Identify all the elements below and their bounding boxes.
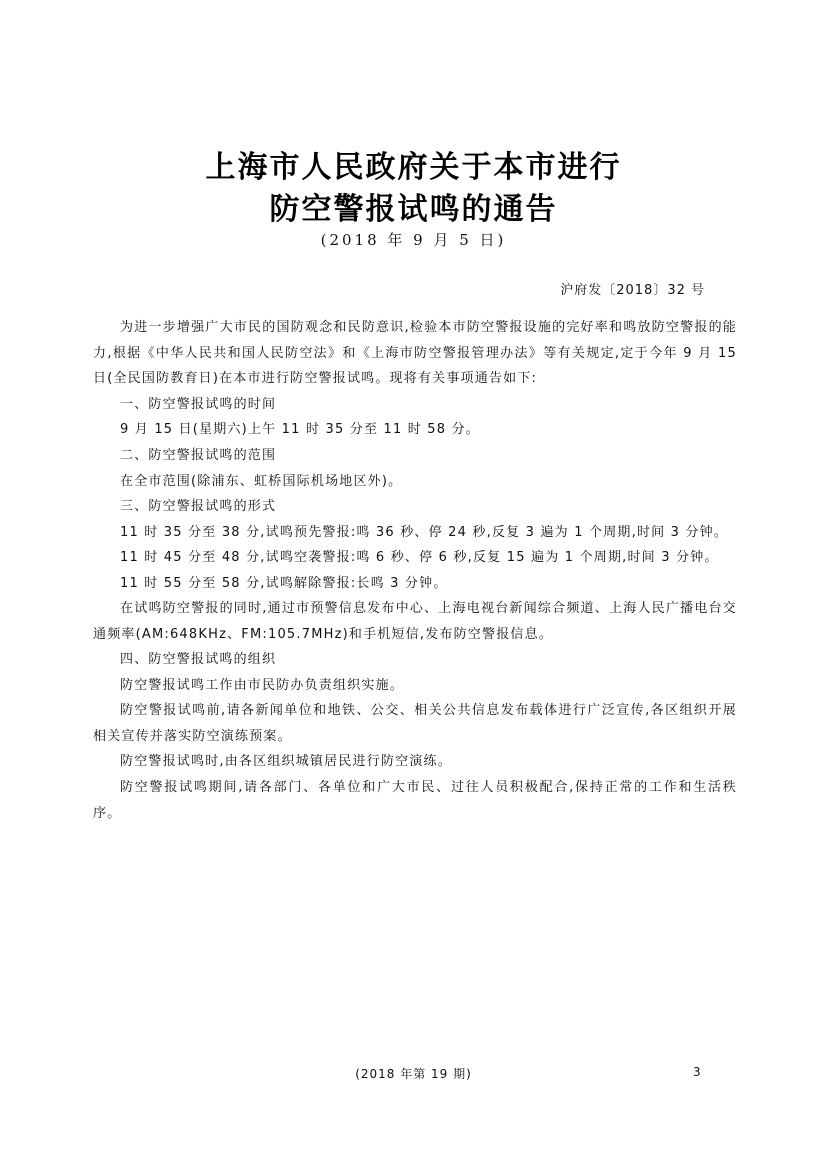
section-3-paragraph-4: 在试鸣防空警报的同时,通过市预警信息发布中心、上海电视台新闻综合频道、上海人民广播电台交通频率(AM:648KHz、FM:105.7MHz)和手机短信,发布防空警报信息。 <box>93 601 737 642</box>
section-4-paragraph-3: 防空警报试鸣时,由各区组织城镇居民进行防空演练。 <box>120 754 452 769</box>
section-3-heading: 三、防空警报试鸣的形式 <box>120 499 277 514</box>
section-1-heading: 一、防空警报试鸣的时间 <box>120 397 277 412</box>
section-1-paragraph-1: 9 月 15 日(星期六)上午 11 时 35 分至 11 时 58 分。 <box>120 422 480 437</box>
section-4-paragraph-4: 防空警报试鸣期间,请各部门、各单位和广大市民、过往人员积极配合,保持正常的工作和生活秩序。 <box>93 780 737 821</box>
section-4-paragraph-1: 防空警报试鸣工作由市民防办负责组织实施。 <box>120 678 405 693</box>
section-2-paragraph-1: 在全市范围(除浦东、虹桥国际机场地区外)。 <box>120 474 403 489</box>
section-2-heading: 二、防空警报试鸣的范围 <box>120 448 277 463</box>
document-number: 沪府发〔2018〕32 号 <box>560 283 705 298</box>
document-title-line-2: 防空警报试鸣的通告 <box>269 192 558 227</box>
section-3-paragraph-3: 11 时 55 分至 58 分,试鸣解除警报:长鸣 3 分钟。 <box>120 576 448 591</box>
section-4-paragraph-2: 防空警报试鸣前,请各新闻单位和地铁、公交、相关公共信息发布载体进行广泛宣传,各区组织开展相关宣传并落实防空演练预案。 <box>93 703 737 744</box>
section-3-paragraph-2: 11 时 45 分至 48 分,试鸣空袭警报:鸣 6 秒、停 6 秒,反复 15 遍为 1 个周期,时间 3 分钟。 <box>120 550 719 565</box>
section-3-paragraph-1: 11 时 35 分至 38 分,试鸣预先警报:鸣 36 秒、停 24 秒,反复 3 遍为 1 个周期,时间 3 分钟。 <box>120 525 729 540</box>
section-4-heading: 四、防空警报试鸣的组织 <box>120 652 277 667</box>
intro-paragraph: 为进一步增强广大市民的国防观念和民防意识,检验本市防空警报设施的完好率和鸣放防空警报的能力,根据《中华人民共和国人民防空法》和《上海市防空警报管理办法》等有关规定,定于今年 9 月 15 日(全民国防教育日)在本市进行防空警报试鸣。现将有关事项通告如下: <box>93 320 737 387</box>
page-number: 3 <box>693 1065 701 1079</box>
document-date: (2018 年 9 月 5 日) <box>320 231 507 249</box>
document-title-line-1: 上海市人民政府关于本市进行 <box>205 150 622 185</box>
issue-footer: (2018 年第 19 期) <box>355 1067 472 1081</box>
